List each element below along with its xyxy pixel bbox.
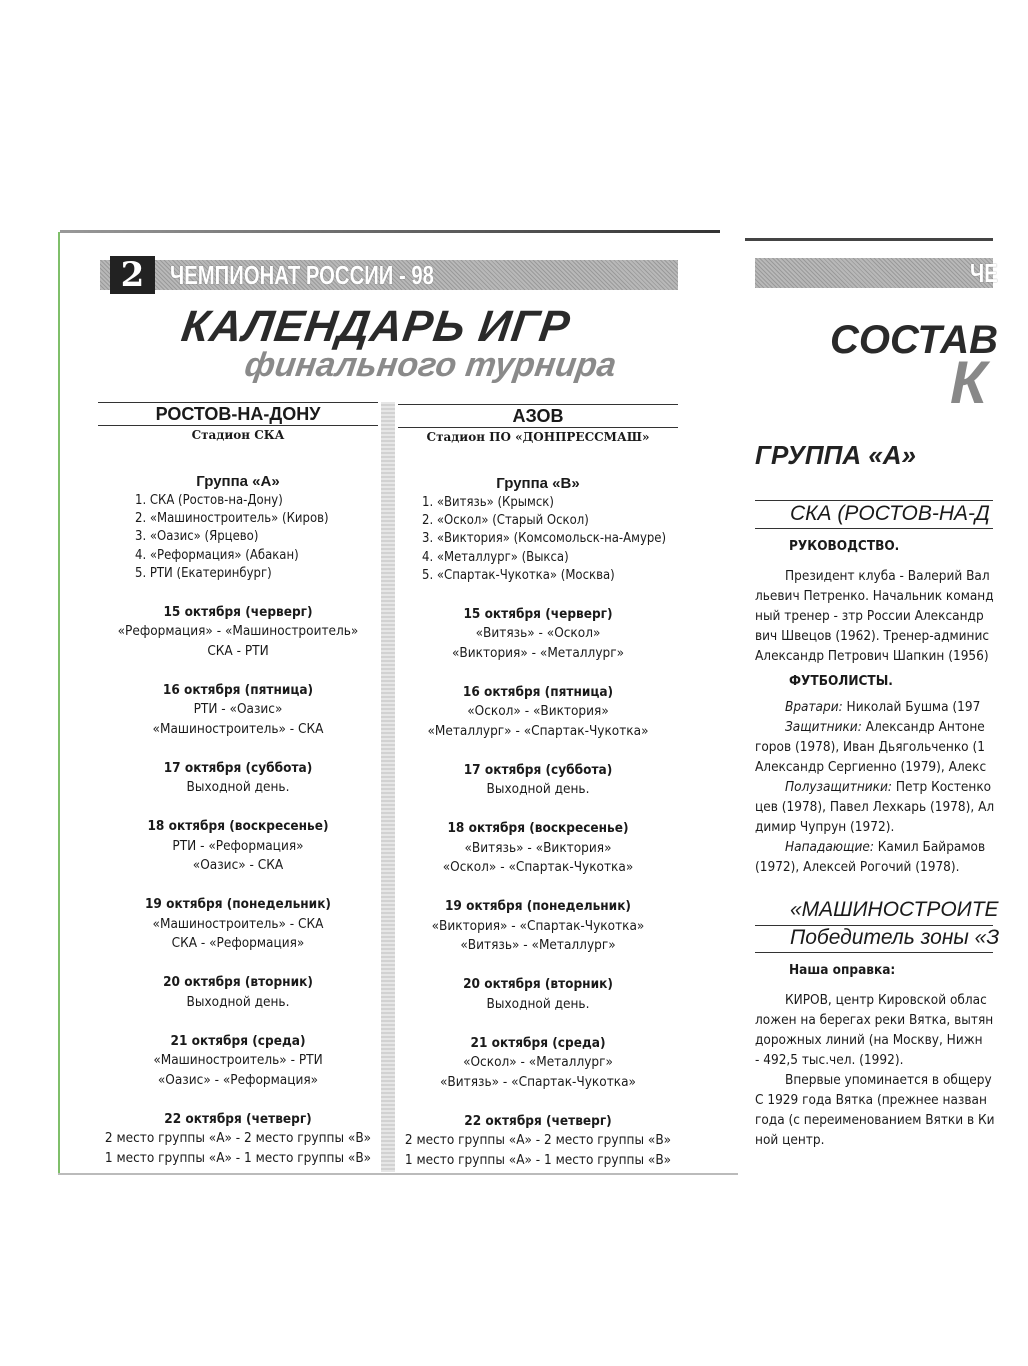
player-text: Петр Костенко: [891, 779, 992, 795]
stadium-name: Стадион СКА: [98, 425, 378, 444]
section-heading: ФУТБОЛИСТЫ.: [789, 673, 893, 689]
section-heading: РУКОВОДСТВО.: [789, 538, 900, 554]
right-title-2: К: [950, 349, 987, 416]
match-item: «Виктория» - «Металлург»: [451, 644, 625, 661]
match-date: 17 октября (суббота): [163, 759, 313, 776]
group-title: Группа «А»: [196, 473, 280, 490]
team-item: 4. «Реформация» (Абакан): [135, 547, 299, 563]
match-date: 16 октября (пятница): [462, 683, 614, 700]
match-day: [98, 681, 378, 740]
right-title: СОСТАВ: [830, 318, 999, 362]
text-line: ной центр.: [755, 1132, 825, 1148]
team-item: 5. РТИ (Екатеринбург): [135, 565, 272, 581]
team-list: [398, 494, 678, 585]
match-date: 21 октября (среда): [170, 1032, 306, 1049]
header-bar: [100, 260, 678, 290]
team-list: [98, 492, 378, 583]
match-date: 22 октября (четверг): [464, 1112, 612, 1129]
team-item: 3. «Оазис» (Ярцево): [135, 529, 259, 545]
match-item: Выходной день.: [186, 993, 290, 1010]
match-item: Выходной день.: [486, 781, 590, 798]
text-line: [755, 797, 993, 817]
match-day: [98, 1032, 378, 1091]
match-date: 22 октября (четверг): [164, 1110, 312, 1127]
player-text: Александр Антоне: [861, 719, 985, 735]
match-day: [98, 759, 378, 798]
match-item: «Машиностроитель» - СКА: [152, 915, 324, 932]
text-line: [755, 857, 993, 877]
match-day: [98, 817, 378, 876]
text-line: вич Швецов (1962). Тренер-админис: [755, 628, 990, 644]
match-item: Выходной день.: [486, 995, 590, 1012]
match-date: 16 октября (пятница): [162, 681, 314, 698]
team-item: 1. СКА (Ростов-на-Дону): [135, 493, 283, 508]
team-subheading: Победитель зоны «З: [790, 926, 1000, 949]
player-role: Защитники:: [785, 719, 862, 735]
text-line: - 492,5 тыс.чел. (1992).: [755, 1052, 904, 1068]
player-text: (1972), Алексей Рогочий (1978).: [755, 859, 960, 875]
player-text: Камил Байрамов: [873, 839, 986, 855]
player-role: Полузащитники:: [785, 779, 892, 795]
city-name: АЗОВ: [398, 404, 678, 427]
text-line: КИРОВ, центр Кировской облас: [785, 992, 987, 1008]
match-item: «Оазис» - СКА: [192, 857, 284, 874]
match-item: РТИ - «Реформация»: [172, 837, 304, 854]
match-item: 1 место группы «А» - 1 место группы «В»: [404, 1151, 672, 1168]
page-subtitle: финального турнира: [242, 346, 619, 384]
match-item: «Машиностроитель» - СКА: [152, 720, 324, 737]
page-edge: [58, 232, 60, 1175]
city-name: РОСТОВ-НА-ДОНУ: [98, 402, 378, 425]
match-day: [398, 819, 678, 878]
match-date: 18 октября (воскресенье): [147, 818, 329, 835]
match-date: 15 октября (черверг): [163, 603, 313, 620]
group-heading: ГРУППА «А»: [755, 440, 917, 470]
management-text: [755, 566, 993, 666]
match-day: [398, 1034, 678, 1093]
match-item: РТИ - «Оазис»: [193, 701, 283, 718]
match-day: [398, 975, 678, 1014]
player-role: Нападающие:: [785, 839, 874, 855]
match-item: Выходной день.: [186, 779, 290, 796]
page-edge: [745, 238, 993, 241]
match-item: 2 место группы «А» - 2 место группы «В»: [104, 1130, 372, 1147]
team-heading: СКА (РОСТОВ-НА-Д: [790, 502, 990, 525]
match-item: СКА - «Реформация»: [171, 935, 305, 952]
text-line: Впервые упоминается в общеру: [785, 1072, 992, 1088]
match-item: «Витязь» - «Оскол»: [475, 625, 601, 642]
text-line: года (с переименованием Вятки в Ки: [755, 1112, 995, 1128]
text-line: [755, 837, 993, 857]
team-item: 4. «Металлург» (Выкса): [422, 549, 569, 565]
match-item: СКА - РТИ: [207, 642, 269, 659]
match-item: «Виктория» - «Спартак-Чукотка»: [431, 917, 645, 934]
match-item: «Оазис» - «Реформация»: [157, 1071, 319, 1088]
match-date: 20 октября (вторник): [463, 976, 613, 993]
text-line: дорожных линий (на Москву, Нижн: [755, 1032, 983, 1048]
team-heading: «МАШИНОСТРОИТЕ: [790, 898, 999, 921]
city-info-text: [755, 990, 993, 1150]
match-date: 19 октября (понедельник): [144, 896, 331, 913]
player-role: Вратари:: [785, 699, 843, 715]
match-item: «Оскол» - «Спартак-Чукотка»: [442, 859, 634, 876]
header-bar-right: [755, 258, 998, 288]
match-day: [98, 973, 378, 1012]
text-line: Президент клуба - Валерий Вал: [785, 568, 990, 584]
match-day: [98, 603, 378, 662]
page-title: КАЛЕНДАРЬ ИГР: [178, 302, 574, 351]
team-item: 2. «Машиностроитель» (Киров): [135, 511, 329, 527]
text-line: ный тренер - зтр России Александр: [755, 608, 984, 624]
match-date: 21 октября (среда): [470, 1034, 606, 1051]
team-item: 2. «Оскол» (Старый Оскол): [422, 513, 589, 529]
match-item: «Реформация» - «Машиностроитель»: [117, 623, 359, 640]
page-edge: [58, 1173, 738, 1175]
match-item: «Витязь» - «Спартак-Чукотка»: [440, 1073, 636, 1090]
match-item: «Металлург» - «Спартак-Чукотка»: [427, 722, 649, 739]
section-heading: Наша оправка:: [789, 962, 896, 978]
match-day: [398, 761, 678, 800]
text-line: Александр Петрович Шапкин (1956): [755, 648, 989, 664]
text-line: ложен на берегах реки Вятка, вытян: [755, 1012, 994, 1028]
match-day: [398, 1112, 678, 1171]
text-line: С 1929 года Вятка (прежнее назван: [755, 1092, 987, 1108]
match-item: 2 место группы «А» - 2 место группы «В»: [404, 1132, 672, 1149]
team-item: 3. «Виктория» (Комсомольск-на-Амуре): [422, 531, 667, 547]
match-date: 20 октября (вторник): [163, 974, 313, 991]
group-title: Группа «В»: [496, 475, 580, 492]
match-item: «Витязь» - «Виктория»: [464, 839, 612, 856]
player-text: Александр Сергиенно (1979), Алекс: [755, 759, 987, 775]
match-item: «Машиностроитель» - РТИ: [153, 1052, 323, 1069]
match-day: [398, 605, 678, 664]
page-edge: [60, 230, 720, 233]
match-date: 15 октября (черверг): [463, 605, 613, 622]
text-line: [755, 717, 993, 737]
text-line: [755, 777, 993, 797]
text-line: льевич Петренко. Начальник команд: [755, 588, 994, 604]
match-day: [398, 897, 678, 956]
schedule-column-rostov: [98, 402, 378, 1168]
match-date: 19 октября (понедельник): [444, 898, 631, 915]
match-date: 18 октября (воскресенье): [447, 820, 629, 837]
column-divider: [381, 402, 395, 1172]
match-date: 17 октября (суббота): [463, 761, 613, 778]
header-title: ЧЕМПИОНАТ РОССИИ - 98: [170, 260, 434, 290]
match-day: [98, 1110, 378, 1169]
stadium-name: Стадион ПО «ДОНПРЕССМАШ»: [398, 427, 678, 446]
text-line: [755, 697, 993, 717]
text-line: [755, 817, 993, 837]
player-text: Николай Бушма (197: [842, 699, 981, 715]
match-item: 1 место группы «А» - 1 место группы «В»: [104, 1149, 372, 1166]
player-text: горов (1978), Иван Дьягольченко (1: [755, 739, 985, 755]
team-item: 1. «Витязь» (Крымск): [422, 495, 554, 510]
text-line: [755, 757, 993, 777]
match-day: [98, 895, 378, 954]
match-item: «Оскол» - «Виктория»: [467, 703, 609, 720]
schedule-column-azov: [398, 404, 678, 1170]
player-text: димир Чупрун (1972).: [755, 819, 895, 835]
text-line: [755, 737, 993, 757]
match-item: «Витязь» - «Металлург»: [460, 937, 616, 954]
team-item: 5. «Спартак-Чукотка» (Москва): [422, 567, 615, 583]
players-text: [755, 697, 993, 877]
match-day: [398, 683, 678, 742]
player-text: цев (1978), Павел Лехкарь (1978), Ал: [755, 799, 995, 815]
match-item: «Оскол» - «Металлург»: [463, 1054, 613, 1071]
header-title-right: ЧЕ: [970, 258, 998, 288]
page-number: 2: [110, 256, 155, 294]
